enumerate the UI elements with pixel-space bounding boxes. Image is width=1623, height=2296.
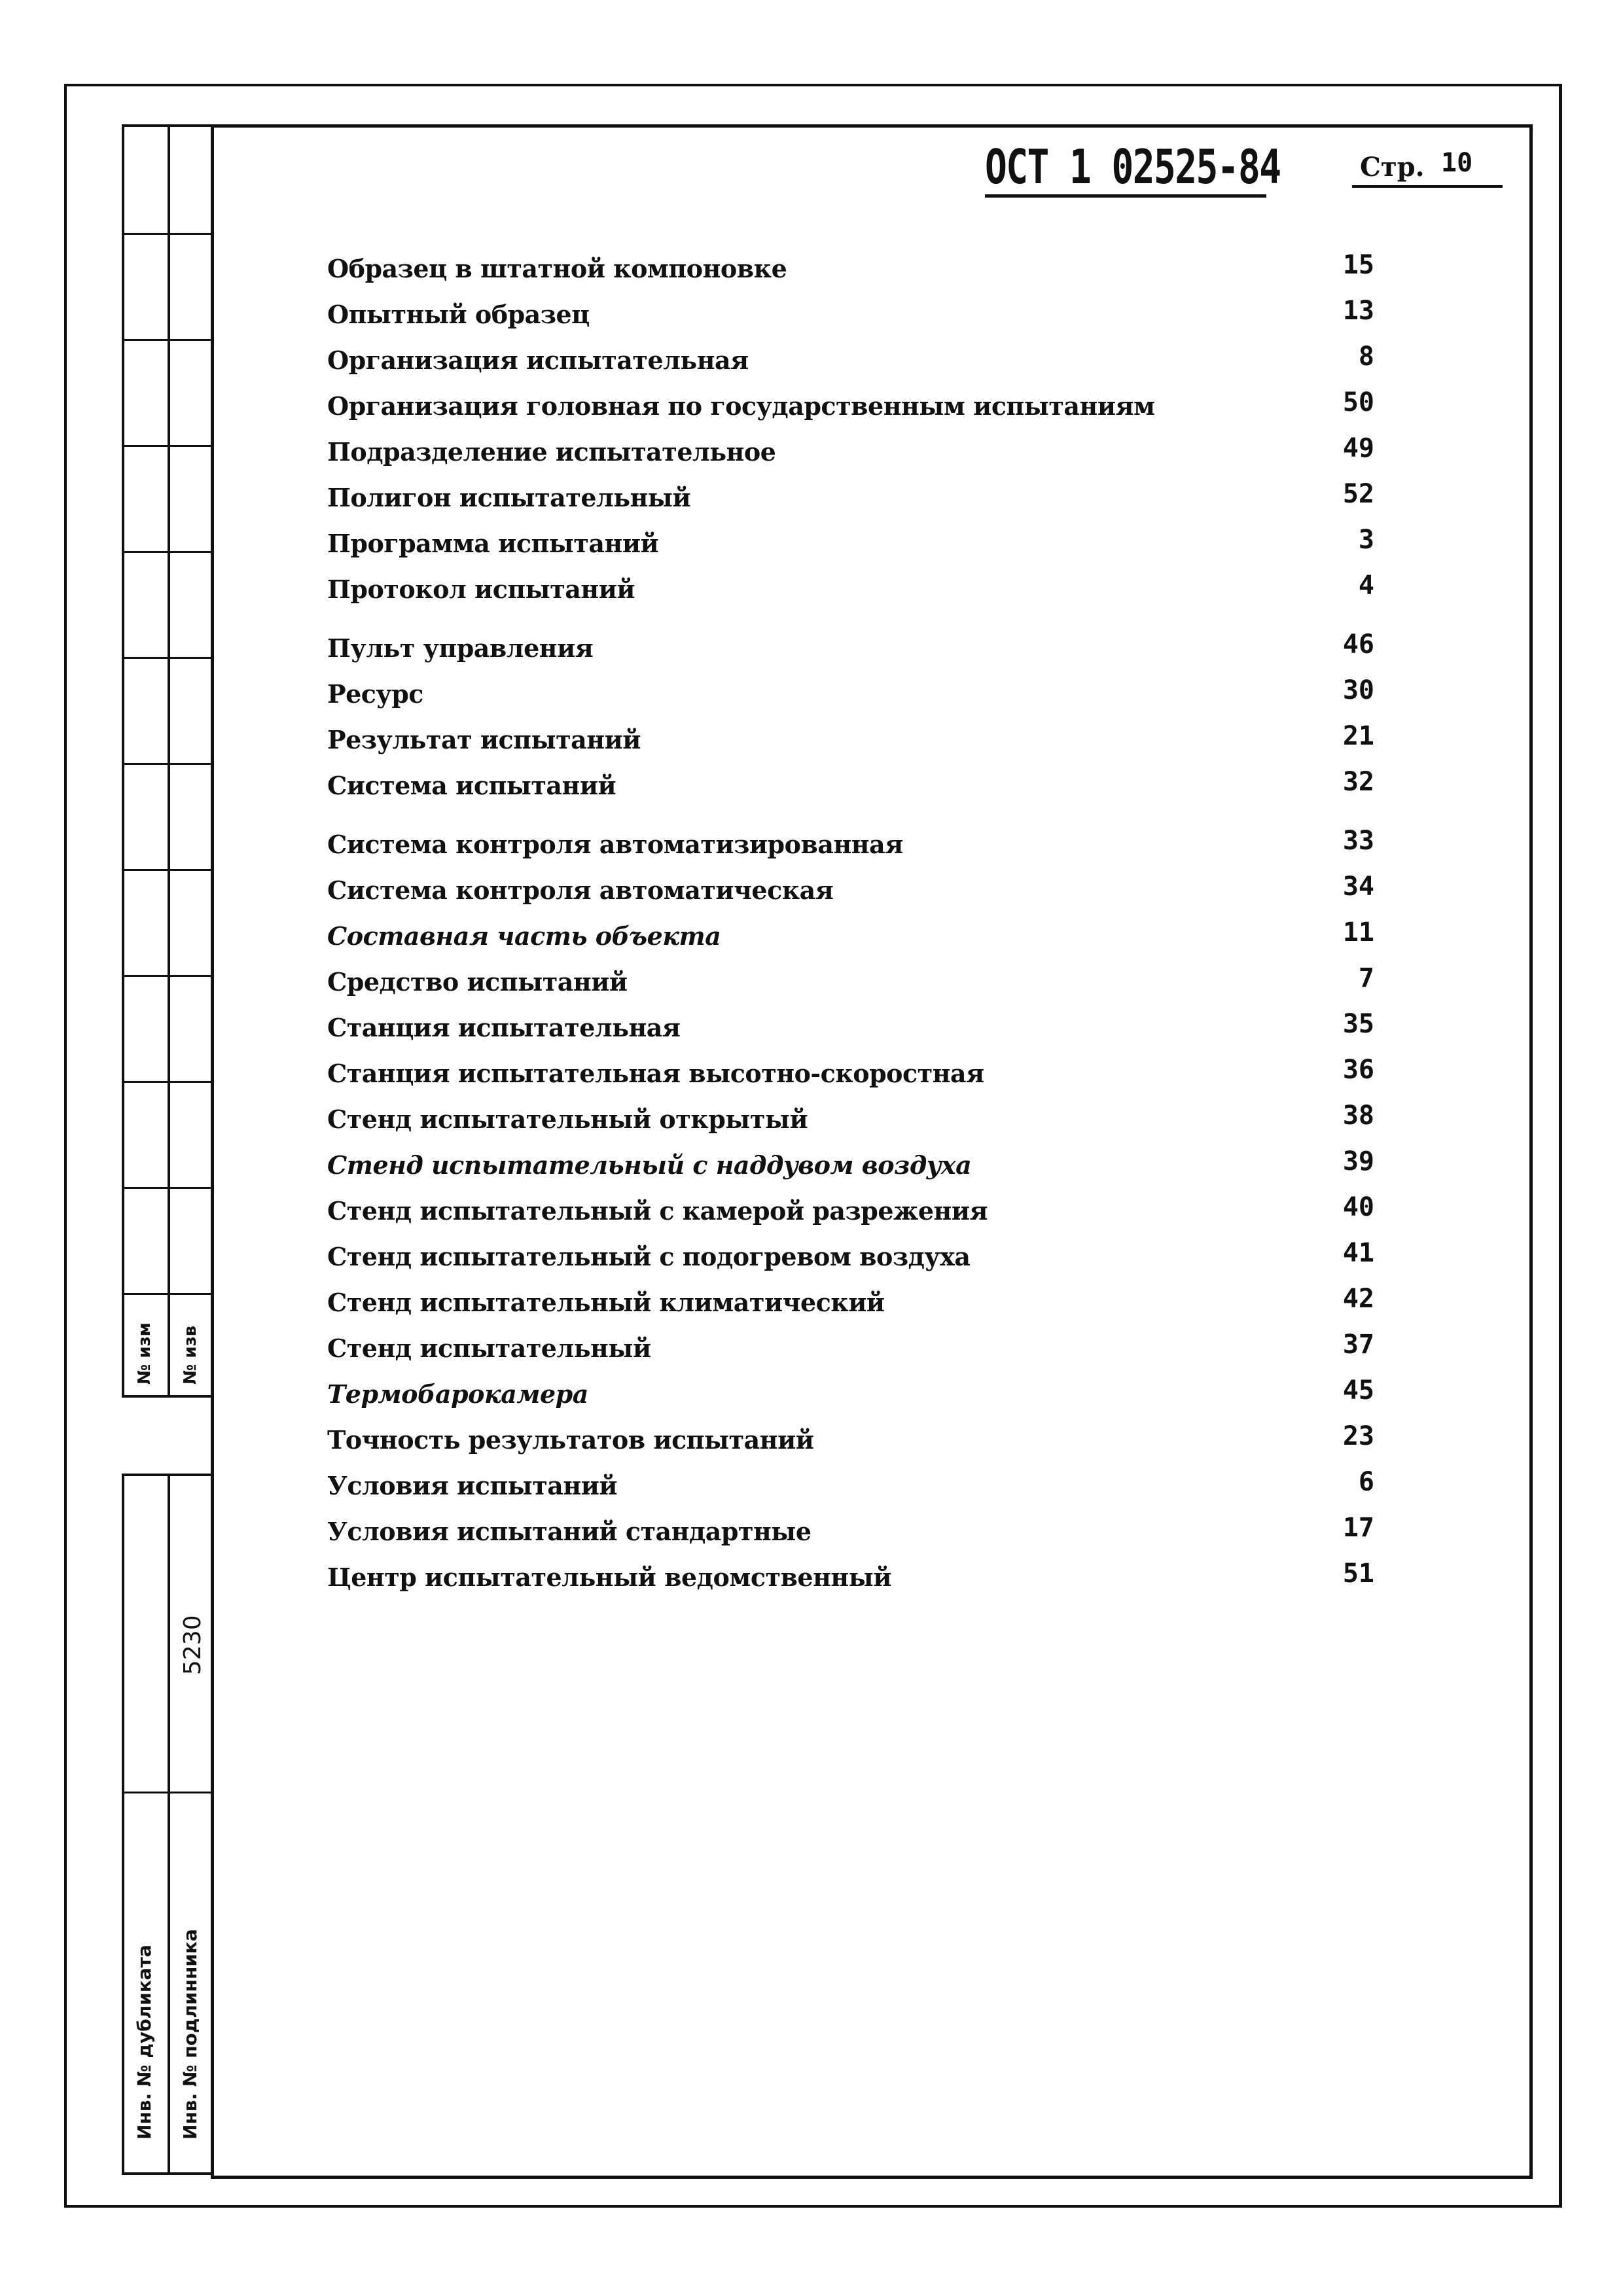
- index-page: 51: [1342, 1559, 1374, 1589]
- index-entry: [327, 1280, 1400, 1326]
- index-page: 34: [1342, 872, 1374, 902]
- index-page: 11: [1342, 917, 1374, 947]
- index-page: 32: [1342, 767, 1374, 797]
- upper-strip-left-border: [122, 124, 124, 1398]
- change-number-label: № изм: [135, 1322, 154, 1385]
- index-page: 41: [1342, 1238, 1374, 1268]
- index-term: Подразделение испытательное: [327, 437, 776, 467]
- index-list: [327, 246, 1400, 1600]
- index-page: 46: [1342, 629, 1374, 660]
- index-page: 7: [1358, 963, 1374, 993]
- index-page: 17: [1342, 1513, 1374, 1543]
- index-page: 49: [1342, 433, 1374, 463]
- strip-cell-line: [122, 339, 213, 341]
- index-term: Организация головная по государственным испытаниям: [327, 391, 1155, 421]
- index-term: Система контроля автоматизированная: [327, 830, 903, 859]
- strip-cell-line: [122, 1187, 213, 1189]
- index-entry: [327, 567, 1400, 612]
- index-entry: [327, 1097, 1400, 1142]
- notice-number-label: № изв: [181, 1325, 200, 1385]
- document-code-underline: [985, 194, 1266, 198]
- index-page: 13: [1342, 296, 1374, 326]
- lower-strip-left-border: [122, 1474, 124, 2175]
- index-page: 40: [1342, 1192, 1374, 1222]
- index-entry: [327, 475, 1400, 521]
- index-entry: [327, 1234, 1400, 1280]
- index-entry: [327, 868, 1400, 913]
- index-term: Пульт управления: [327, 633, 594, 663]
- index-entry: [327, 338, 1400, 383]
- index-page: 52: [1342, 479, 1374, 509]
- index-term: Программа испытаний: [327, 529, 659, 558]
- strip-cell-line: [122, 551, 213, 553]
- original-inventory-number: 5230: [179, 1615, 206, 1675]
- index-term: Точность результатов испытаний: [327, 1425, 814, 1455]
- index-term: Стенд испытательный с камерой разрежения: [327, 1196, 988, 1226]
- index-entry: [327, 1371, 1400, 1417]
- index-page: 8: [1358, 342, 1374, 372]
- index-entry: [327, 1417, 1400, 1463]
- index-term: Условия испытаний: [327, 1471, 618, 1500]
- upper-strip-bottom-border: [122, 1395, 213, 1398]
- index-term: Составная часть объекта: [327, 921, 721, 951]
- index-page: 45: [1342, 1375, 1374, 1405]
- index-page: 3: [1358, 525, 1374, 555]
- index-entry: [327, 626, 1400, 671]
- index-page: 23: [1342, 1421, 1374, 1451]
- index-term: Результат испытаний: [327, 725, 641, 754]
- index-entry: [327, 1142, 1400, 1188]
- index-term: Термобарокамера: [327, 1379, 588, 1409]
- page-label: Стр.: [1360, 152, 1425, 183]
- index-entry: [327, 429, 1400, 475]
- lower-strip-bottom-border: [122, 2172, 213, 2175]
- lower-strip-cell-line: [122, 1792, 213, 1793]
- index-term: Система испытаний: [327, 771, 616, 800]
- index-term: Система контроля автоматическая: [327, 875, 834, 905]
- index-entry: [327, 1188, 1400, 1234]
- index-page: 21: [1342, 721, 1374, 751]
- index-entry: [327, 246, 1400, 292]
- index-term: Центр испытательный ведомственный: [327, 1563, 892, 1592]
- index-term: Стенд испытательный климатический: [327, 1288, 885, 1317]
- index-term: Стенд испытательный с наддувом воздуха: [327, 1150, 972, 1180]
- index-entry: [327, 671, 1400, 717]
- index-entry: [327, 913, 1400, 959]
- index-page: 38: [1342, 1101, 1374, 1131]
- strip-cell-line: [122, 1081, 213, 1083]
- index-page: 36: [1342, 1055, 1374, 1085]
- index-entry: [327, 1555, 1400, 1600]
- index-page: 35: [1342, 1009, 1374, 1039]
- index-term: Протокол испытаний: [327, 574, 635, 604]
- index-entry: [327, 1463, 1400, 1509]
- index-term: Средство испытаний: [327, 967, 628, 997]
- index-term: Полигон испытательный: [327, 483, 691, 512]
- strip-cell-line: [122, 975, 213, 977]
- index-term: Образец в штатной компоновке: [327, 254, 787, 283]
- document-code: ОСТ 1 02525-84: [985, 139, 1281, 194]
- index-entry: [327, 383, 1400, 429]
- page-number: 10: [1441, 148, 1473, 178]
- index-page: 33: [1342, 826, 1374, 856]
- original-inventory-label: Инв. № подлинника: [179, 1929, 201, 2140]
- index-page: 30: [1342, 675, 1374, 705]
- strip-cell-line: [122, 233, 213, 235]
- strip-cell-line: [122, 657, 213, 659]
- strip-cell-line: [122, 445, 213, 447]
- upper-strip-divider: [168, 124, 170, 1398]
- index-entry: [327, 822, 1400, 868]
- index-page: 39: [1342, 1146, 1374, 1176]
- index-term: Организация испытательная: [327, 345, 749, 375]
- index-page: 42: [1342, 1284, 1374, 1314]
- index-term: Стенд испытательный: [327, 1333, 651, 1363]
- index-term: Стенд испытательный открытый: [327, 1104, 808, 1134]
- index-term: Ресурс: [327, 679, 423, 709]
- index-page: 37: [1342, 1330, 1374, 1360]
- strip-cell-line: [122, 763, 213, 765]
- index-term: Стенд испытательный с подогревом воздуха: [327, 1242, 971, 1271]
- index-page: 6: [1358, 1467, 1374, 1497]
- duplicate-inventory-label: Инв. № дубликата: [134, 1945, 155, 2140]
- index-entry: [327, 1509, 1400, 1555]
- index-entry: [327, 959, 1400, 1005]
- index-page: 15: [1342, 250, 1374, 280]
- index-page: 4: [1358, 571, 1374, 601]
- index-term: Станция испытательная высотно-скоростная: [327, 1059, 984, 1088]
- index-entry: [327, 292, 1400, 338]
- index-entry: [327, 763, 1400, 809]
- index-entry: [327, 1051, 1400, 1097]
- index-entry: [327, 1326, 1400, 1371]
- index-entry: [327, 1005, 1400, 1051]
- page-number-underline: [1352, 185, 1503, 188]
- index-entry: [327, 717, 1400, 763]
- lower-strip-divider: [168, 1474, 170, 2175]
- index-term: Опытный образец: [327, 300, 590, 329]
- index-page: 50: [1342, 387, 1374, 417]
- index-term: Условия испытаний стандартные: [327, 1517, 812, 1546]
- strip-cell-line: [122, 869, 213, 871]
- index-entry: [327, 521, 1400, 567]
- strip-cell-line: [122, 1293, 213, 1295]
- index-term: Станция испытательная: [327, 1013, 681, 1042]
